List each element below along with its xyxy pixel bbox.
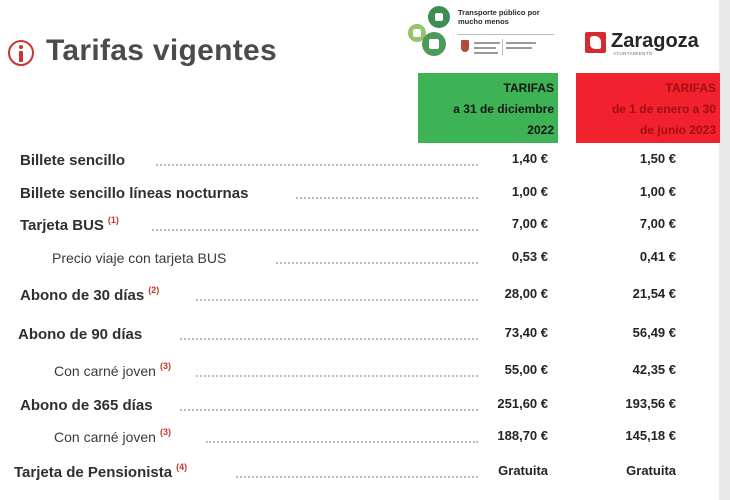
fare-label: Billete sencillo líneas nocturnas [20,185,249,202]
fare-value-2023: 7,00 € [639,216,676,231]
fare-value-2023: 0,41 € [639,249,676,264]
fare-value-2023: 21,54 € [632,286,676,301]
fare-value-2022: 0,53 € [511,249,548,264]
transporte-publico-text: Transporte público por mucho menos [458,8,540,26]
fare-value-2023: 1,50 € [639,151,676,166]
fare-row [0,248,719,268]
fare-label: Precio viaje con tarjeta BUS [52,250,227,266]
tram-icon [422,32,446,56]
coat-of-arms-icon [461,40,469,52]
info-icon [8,40,34,66]
fare-value-2023: 193,56 € [625,396,676,411]
column-header-2022: TARIFAS a 31 de diciembre 2022 [418,73,558,143]
fare-value-2022: 188,70 € [497,428,548,443]
fare-value-2022: 1,00 € [511,184,548,199]
fare-value-2023: 1,00 € [639,184,676,199]
zaragoza-subtitle: AYUNTAMIENTO [613,51,653,56]
fare-label: Billete sencillo [20,152,126,169]
fare-value-2022: 7,00 € [511,216,548,231]
zaragoza-logo [585,30,710,58]
page-title: Tarifas vigentes [46,34,278,67]
fare-row [0,462,719,482]
fare-row [0,215,719,235]
fare-value-2022: 251,60 € [497,396,548,411]
lion-emblem-icon [585,32,606,53]
fare-label: Con carné joven $^{(3)}$ [54,427,171,445]
fare-row [0,324,719,344]
fare-label: Tarjeta de Pensionista $^{(4)}$ [14,462,188,481]
fare-row [0,427,719,447]
fare-value-2022: 1,40 € [511,151,548,166]
fare-value-2022: 73,40 € [504,325,548,340]
fare-label: Abono de 30 días $^{(2)}$ [20,285,160,304]
fare-value-2023: 145,18 € [625,428,676,443]
fare-value-2022: 55,00 € [504,362,548,377]
fare-value-2023: Gratuita [626,463,676,478]
fare-row [0,183,719,203]
fare-row [0,150,719,170]
bus-icon [428,6,450,28]
fare-row [0,395,719,415]
fare-label: Abono de 90 días [18,326,143,343]
column-header-2023: TARIFAS de 1 de enero a 30 de junio 2023 [576,73,720,143]
transporte-publico-logo [408,6,558,62]
right-edge-strip [719,0,730,500]
zaragoza-name: Zaragoza [611,30,699,52]
gobierno-espana-logo [458,34,554,59]
fare-row [0,285,719,305]
fare-label: Con carné joven $^{(3)}$ [54,361,171,379]
fare-label: Tarjeta BUS $^{(1)}$ [20,215,119,234]
fare-value-2022: 28,00 € [504,286,548,301]
fare-label: Abono de 365 días [20,397,153,414]
fare-value-2023: 56,49 € [632,325,676,340]
fare-row [0,361,719,381]
fare-value-2023: 42,35 € [632,362,676,377]
fare-value-2022: Gratuita [498,463,548,478]
